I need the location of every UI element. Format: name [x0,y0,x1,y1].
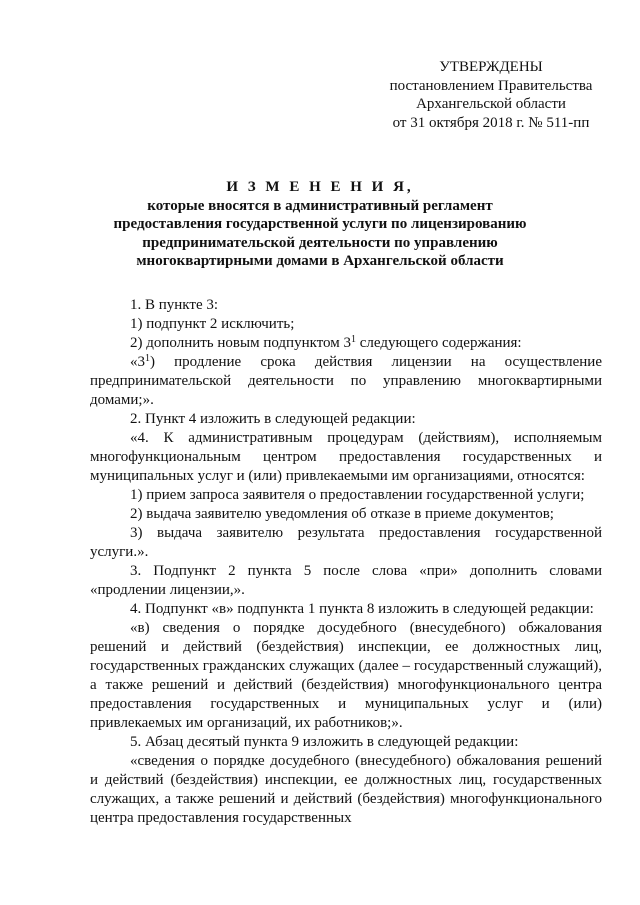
title-line-1: которые вносятся в административный регламент [147,197,493,214]
paragraph-1: 1. В пункте 3: [130,297,219,313]
paragraph-6: «4. К административным процедурам (действиям), исполняемым многофункциональным центром предоставления государственных и муниципальных услуг и (или) привлекаемыми им организациями, относятся: [90,430,602,484]
approval-line-3: Архангельской области [416,96,566,112]
approval-line-4: от 31 октября 2018 г. № 511-пп [392,114,590,131]
title-line-4: многоквартирными домами в Архангельской области [136,253,504,269]
approval-stamp [380,58,602,132]
paragraph-3-superscript: 1 [351,334,357,345]
title-line-3: предпринимательской деятельности по управлению [142,234,498,251]
document-title [90,178,550,271]
paragraph-5: 2. Пункт 4 изложить в следующей редакции: [130,411,416,427]
paragraph-3-text-b: следующего содержания: [356,335,522,351]
paragraph-4-superscript: 1 [145,353,150,364]
paragraph-2: 1) подпункт 2 исключить; [130,316,295,332]
approval-line-2: постановлением Правительства [389,77,593,94]
title-heading: И З М Е Н Е Н И Я, [226,179,414,195]
paragraph-14: «сведения о порядке досудебного (внесудебного) обжалования решений и действий (бездействия) инспекции, ее должностных лиц, государственных служащих, а также решений и действий (бездействия) многофункционального центра предоставления государственных [90,753,602,826]
paragraph-4-text-a: «3 [130,354,145,370]
paragraph-4 [90,353,602,410]
title-line-2: предоставления государственной услуги по лицензированию [113,216,527,232]
paragraph-7: 1) прием запроса заявителя о предоставлении государственной услуги; [130,487,585,503]
paragraph-8: 2) выдача заявителю уведомления об отказе в приеме документов; [130,506,554,522]
paragraph-13: 5. Абзац десятый пункта 9 изложить в следующей редакции: [130,734,519,750]
paragraph-3 [90,334,602,353]
paragraph-12: «в) сведения о порядке досудебного (внесудебного) обжалования решений и действий (бездействия) инспекции, ее должностных лиц, государственных гражданских служащих (далее – государственный служащий), а также решений и действий (бездействия) многофункционального центра предоставления государственных и муниципальных услуг и (или) привлекаемых им организаций, их работников;». [90,620,602,731]
paragraph-9: 3) выдача заявителю результата предоставления государственной услуги.». [90,525,602,560]
paragraph-3-text-a: 2) дополнить новым подпунктом 3 [130,335,352,351]
paragraph-4-text-b: ) продление срока действия лицензии на осуществление предпринимательской деятельности по управлению многоквартирными домами;». [90,354,602,408]
document-body [90,296,602,828]
paragraph-10: 3. Подпункт 2 пункта 5 после слова «при» дополнить словами «продлении лицензии,». [90,563,602,598]
paragraph-11: 4. Подпункт «в» подпункта 1 пункта 8 изложить в следующей редакции: [130,601,594,617]
approval-line-1: УТВЕРЖДЕНЫ [439,59,543,75]
